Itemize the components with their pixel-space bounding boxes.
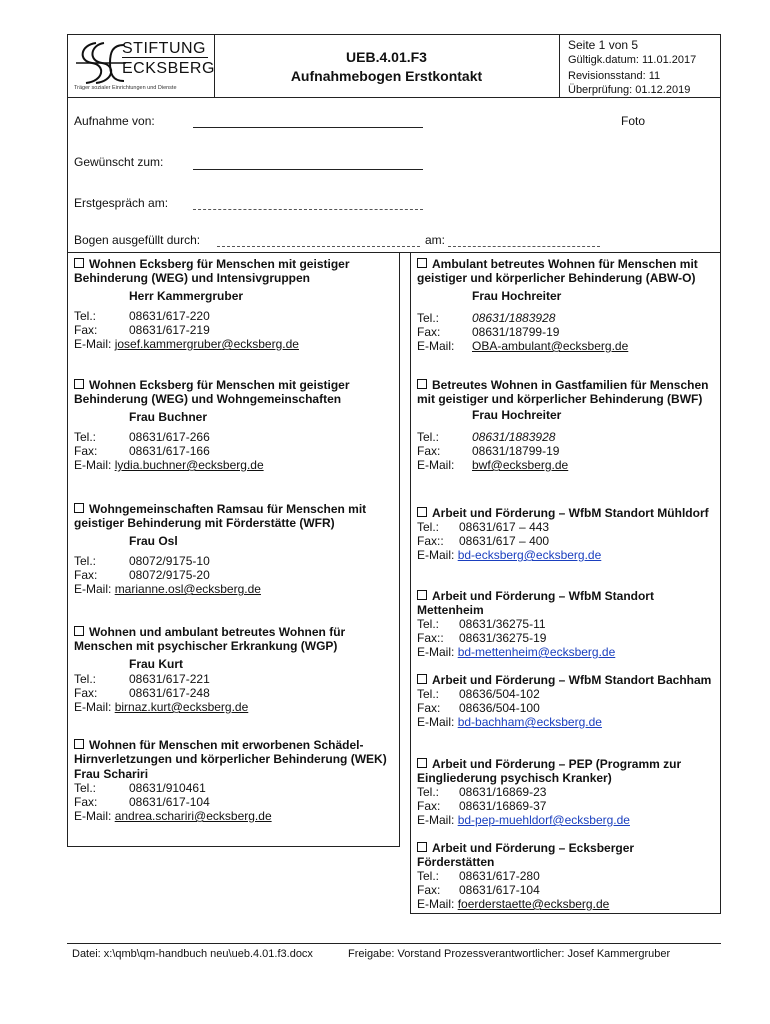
erstgespraech-field[interactable] xyxy=(193,209,423,210)
email-link[interactable]: andrea.schariri@ecksberg.de xyxy=(114,809,272,823)
review-date: Überprüfung: 01.12.2019 xyxy=(568,84,691,96)
block-title: Arbeit und Förderung – WfbM Standort Bachham xyxy=(432,673,712,687)
logo-line1: STIFTUNG xyxy=(122,40,206,57)
contact-person: Frau Osl xyxy=(129,534,178,548)
checkbox[interactable] xyxy=(74,626,84,636)
footer-release: Freigabe: Vorstand Prozessverantwortlicher: Josef Kammergruber xyxy=(348,948,671,960)
email-link[interactable]: bd-ecksberg@ecksberg.de xyxy=(457,548,602,562)
contact-person: Herr Kammergruber xyxy=(129,289,244,303)
contact-person: Frau Kurt xyxy=(129,657,183,671)
contact-block: Arbeit und Förderung – WfbM Standort Mühldorf Tel.: 08631/617 – 443 Fax:: 08631/617 – 400 E-Mail: bd-ecksberg@ecksberg.de xyxy=(417,506,709,562)
tel-value: 08631/1883928 xyxy=(472,430,556,444)
tel-value: 08631/16869-23 xyxy=(459,785,547,799)
block-title: Arbeit und Förderung – PEP (Programm zur Eingliederung psychisch Kranker) xyxy=(417,757,682,785)
right-column xyxy=(410,252,721,914)
contact-block: Wohnen Ecksberg für Menschen mit geistiger Behinderung (WEG) und Intensivgruppen Herr Kammergruber Tel.: 08631/617-220 Fax: 08631/617-219 E-Mail: josef.kammergruber@ecksberg.de xyxy=(74,257,393,351)
logo-subtitle: Träger sozialer Einrichtungen und Dienste xyxy=(74,85,177,91)
contact-block: Wohnen und ambulant betreutes Wohnen für Menschen mit psychischer Erkrankung (WGP) Frau Kurt Tel.: 08631/617-221 Fax: 08631/617-248 E-Mail: birnaz.kurt@ecksberg.de xyxy=(74,625,393,714)
revision: Revisionsstand: 11 xyxy=(568,70,661,82)
fax-value: 08631/617-166 xyxy=(129,444,210,458)
tel-value: 08631/617-221 xyxy=(129,672,210,686)
tel-value: 08631/617-266 xyxy=(129,430,210,444)
email-link[interactable]: lydia.buchner@ecksberg.de xyxy=(114,458,264,472)
gewuenscht-label: Gewünscht zum: xyxy=(74,155,164,169)
aufnahme-von-field[interactable] xyxy=(193,127,423,128)
page-number: Seite 1 von 5 xyxy=(568,38,639,52)
block-title: Arbeit und Förderung – Ecksberger Förderstätten xyxy=(417,841,635,869)
header-divider xyxy=(214,35,215,97)
checkbox[interactable] xyxy=(417,590,427,600)
checkbox[interactable] xyxy=(74,379,84,389)
contact-block: Arbeit und Förderung – WfbM Standort Mettenheim Tel.: 08631/36275-11 Fax:: 08631/36275-19 E-Mail: bd-mettenheim@ecksberg.de xyxy=(417,589,654,659)
fax-value: 08631/617-248 xyxy=(129,686,210,700)
contact-block: Betreutes Wohnen in Gastfamilien für Menschen mit geistiger und körperlicher Behinderung (BWF) Frau Hochreiter Tel.: 08631/1883928 Fax: 08631/18799-19 E-Mail: bwf@ecksberg.de xyxy=(417,378,714,472)
contact-person: Frau Schariri xyxy=(74,767,149,781)
checkbox[interactable] xyxy=(417,507,427,517)
contact-block: Arbeit und Förderung – Ecksberger Förderstätten Tel.: 08631/617-280 Fax: 08631/617-104 E-Mail: foerderstaette@ecksberg.de xyxy=(417,841,635,911)
erstgespraech-label: Erstgespräch am: xyxy=(74,196,169,210)
block-title: Wohnen für Menschen mit erworbenen Schädel- Hirnverletzungen und körperlicher Behinderung (WEK) xyxy=(74,738,387,766)
fax-value: 08072/9175-20 xyxy=(129,568,210,582)
contact-block: Wohnen Ecksberg für Menschen mit geistiger Behinderung (WEG) und Wohngemeinschaften Frau Buchner Tel.: 08631/617-266 Fax: 08631/617-166 E-Mail: lydia.buchner@ecksberg.de xyxy=(74,378,393,472)
stiftung-logo-icon xyxy=(74,39,128,85)
contact-block: Ambulant betreutes Wohnen für Menschen mit geistiger und körperlicher Behinderung (ABW-O) Frau Hochreiter Tel.: 08631/1883928 Fax: 08631/18799-19 E-Mail: OBA-ambulant@ecksberg.de xyxy=(417,257,714,353)
fax-value: 08631/36275-19 xyxy=(459,631,547,645)
email-link[interactable]: bd-mettenheim@ecksberg.de xyxy=(457,645,616,659)
block-title: Wohnen Ecksberg für Menschen mit geistiger Behinderung (WEG) und Wohngemeinschaften xyxy=(74,378,350,406)
contact-block: Arbeit und Förderung – PEP (Programm zur Eingliederung psychisch Kranker) Tel.: 08631/16869-23 Fax: 08631/16869-37 E-Mail: bd-pep-muehldorf@ecksberg.de xyxy=(417,757,682,827)
logo-line2: ECKSBERG xyxy=(122,60,215,77)
am-field[interactable] xyxy=(448,246,600,247)
foto-label: Foto xyxy=(621,114,646,128)
bogen-field[interactable] xyxy=(217,246,420,247)
tel-value: 08072/9175-10 xyxy=(129,554,210,568)
left-column xyxy=(67,252,400,847)
checkbox[interactable] xyxy=(417,258,427,268)
valid-date: Gültigk.datum: 11.01.2017 xyxy=(568,54,697,66)
fax-value: 08631/617 – 400 xyxy=(459,534,550,548)
block-title: Arbeit und Förderung – WfbM Standort Mettenheim xyxy=(417,589,654,617)
tel-value: 08631/617-280 xyxy=(459,869,540,883)
email-link[interactable]: bd-pep-muehldorf@ecksberg.de xyxy=(457,813,630,827)
fax-value: 08631/16869-37 xyxy=(459,799,547,813)
email-link[interactable]: bd-bachham@ecksberg.de xyxy=(457,715,602,729)
block-title: Arbeit und Förderung – WfbM Standort Mühldorf xyxy=(432,506,709,520)
tel-value: 08631/1883928 xyxy=(472,311,556,325)
fax-value: 08631/617-104 xyxy=(129,795,210,809)
intake-section xyxy=(67,97,721,253)
contact-block: Arbeit und Förderung – WfbM Standort Bachham Tel.: 08636/504-102 Fax: 08636/504-100 E-Mail: bd-bachham@ecksberg.de xyxy=(417,673,712,729)
footer-file: Datei: x:\qmb\qm-handbuch neu\ueb.4.01.f3.docx xyxy=(72,948,313,960)
checkbox[interactable] xyxy=(417,758,427,768)
checkbox[interactable] xyxy=(74,739,84,749)
gewuenscht-field[interactable] xyxy=(193,169,423,170)
checkbox[interactable] xyxy=(74,258,84,268)
contact-person: Frau Hochreiter xyxy=(472,408,562,422)
tel-value: 08631/617 – 443 xyxy=(459,520,550,534)
tel-value: 08631/910461 xyxy=(129,781,206,795)
email-link[interactable]: bwf@ecksberg.de xyxy=(472,458,569,472)
footer-rule xyxy=(67,943,721,944)
email-link[interactable]: foerderstaette@ecksberg.de xyxy=(457,897,610,911)
aufnahme-von-label: Aufnahme von: xyxy=(74,114,155,128)
email-link[interactable]: josef.kammergruber@ecksberg.de xyxy=(114,337,299,351)
checkbox[interactable] xyxy=(417,379,427,389)
contact-block: Wohnen für Menschen mit erworbenen Schädel- Hirnverletzungen und körperlicher Behinderung (WEK) Frau Schariri Tel.: 08631/910461 Fax: 08631/617-104 E-Mail: andrea.schariri@ecksberg.de xyxy=(74,738,393,823)
block-title: Ambulant betreutes Wohnen für Menschen mit geistiger und körperlicher Behinderung (ABW-O) xyxy=(417,257,698,285)
header-divider xyxy=(559,35,560,97)
contact-person: Frau Buchner xyxy=(129,410,208,424)
fax-value: 08631/617-219 xyxy=(129,323,210,337)
logo-rule xyxy=(122,57,208,58)
tel-value: 08631/617-220 xyxy=(129,309,210,323)
fax-value: 08631/18799-19 xyxy=(472,444,560,458)
document-header xyxy=(67,34,721,98)
email-link[interactable]: OBA-ambulant@ecksberg.de xyxy=(472,339,629,353)
block-title: Wohnen und ambulant betreutes Wohnen für Menschen mit psychischer Erkrankung (WGP) xyxy=(74,625,346,653)
email-link[interactable]: birnaz.kurt@ecksberg.de xyxy=(114,700,249,714)
am-label: am: xyxy=(425,233,446,247)
checkbox[interactable] xyxy=(417,842,427,852)
block-title: Wohngemeinschaften Ramsau für Menschen mit geistiger Behinderung mit Förderstätte (WFR) xyxy=(74,502,367,530)
checkbox[interactable] xyxy=(417,674,427,684)
doc-code: UEB.4.01.F3 xyxy=(346,49,427,65)
block-title: Betreutes Wohnen in Gastfamilien für Menschen mit geistiger und körperlicher Behinderung (BWF) xyxy=(417,378,709,406)
fax-value: 08631/617-104 xyxy=(459,883,540,897)
tel-value: 08636/504-102 xyxy=(459,687,540,701)
checkbox[interactable] xyxy=(74,503,84,513)
block-title: Wohnen Ecksberg für Menschen mit geistiger Behinderung (WEG) und Intensivgruppen xyxy=(74,257,350,285)
tel-value: 08631/36275-11 xyxy=(459,617,546,631)
fax-value: 08636/504-100 xyxy=(459,701,540,715)
doc-title: Aufnahmebogen Erstkontakt xyxy=(290,68,483,84)
logo xyxy=(68,35,214,98)
contact-person: Frau Hochreiter xyxy=(472,289,562,303)
contact-block: Wohngemeinschaften Ramsau für Menschen mit geistiger Behinderung mit Förderstätte (WFR) Frau Osl Tel.: 08072/9175-10 Fax: 08072/9175-20 E-Mail: marianne.osl@ecksberg.de xyxy=(74,502,393,596)
email-link[interactable]: marianne.osl@ecksberg.de xyxy=(114,582,261,596)
fax-value: 08631/18799-19 xyxy=(472,325,560,339)
bogen-label: Bogen ausgefüllt durch: xyxy=(74,233,201,247)
